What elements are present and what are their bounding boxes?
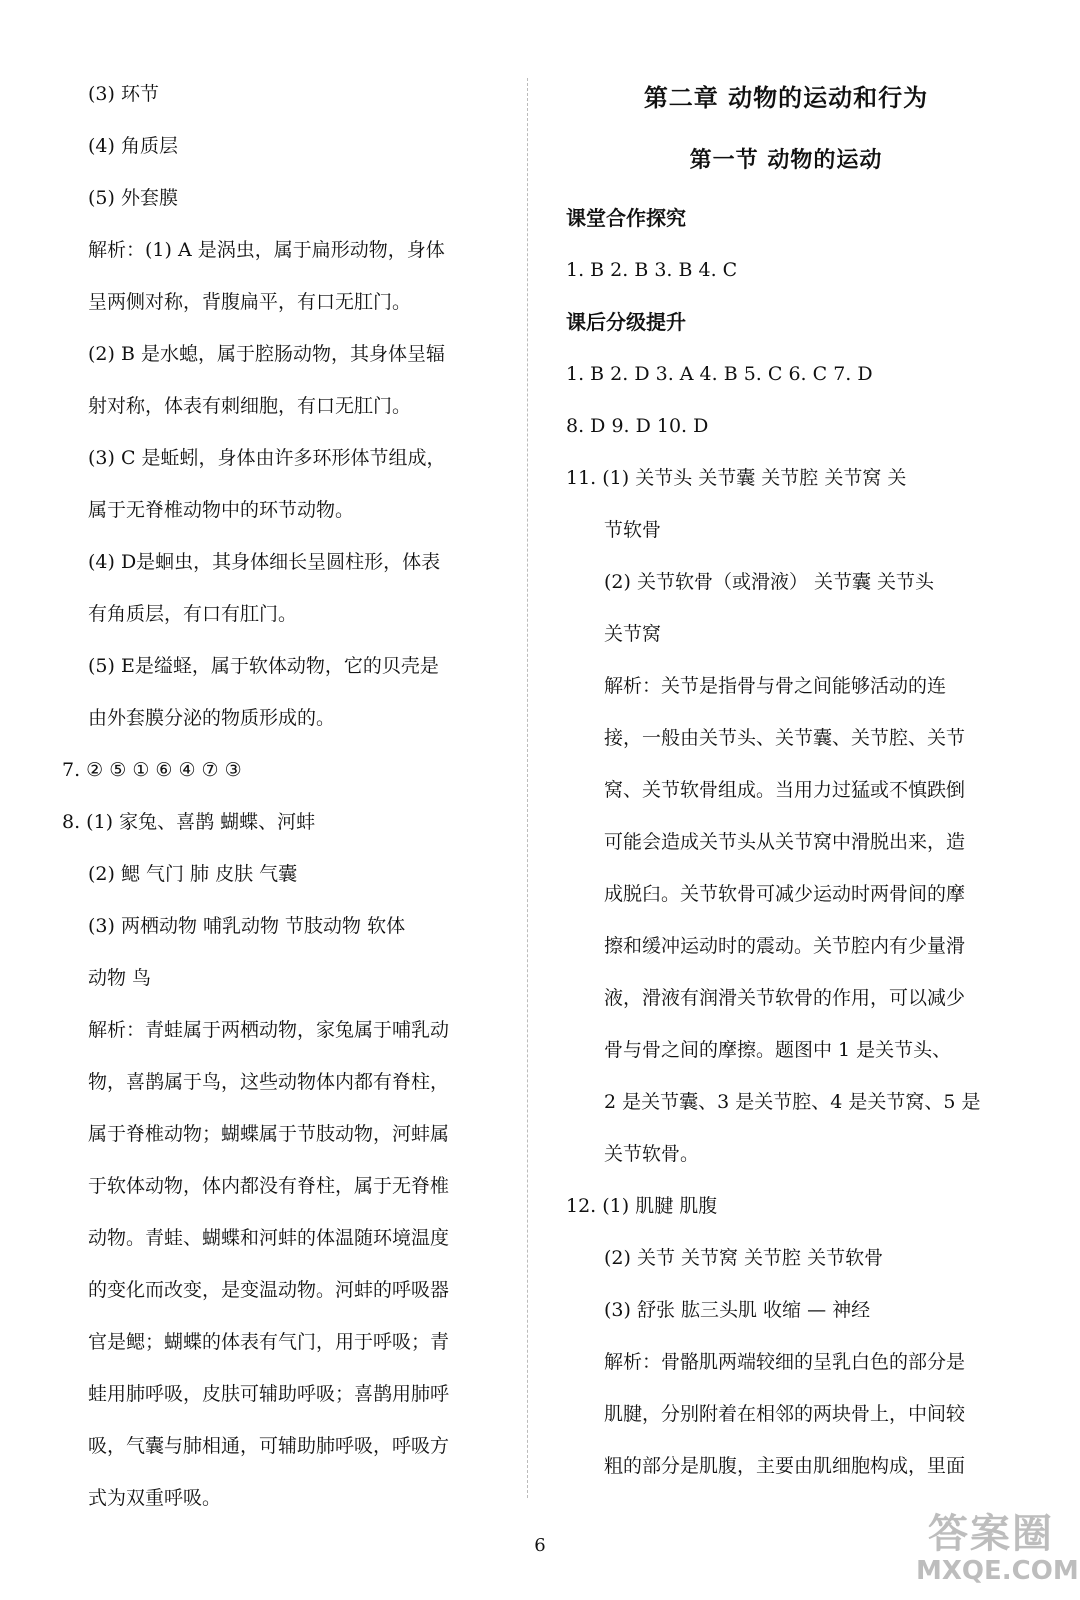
answer-line: 7. ② ⑤ ① ⑥ ④ ⑦ ③ bbox=[62, 759, 242, 781]
text-line: 粗的部分是肌腹，主要由肌细胞构成，里面 bbox=[604, 1455, 966, 1477]
watermark-url: MXQE.COM bbox=[916, 1556, 1079, 1586]
answer-line: 11. (1) 关节头 关节囊 关节腔 关节窝 关 bbox=[566, 467, 907, 489]
watermark-text: 答案圈 bbox=[928, 1511, 1054, 1557]
text-line: 动物。青蛙、蝴蝶和河蚌的体温随环境温度 bbox=[88, 1227, 450, 1249]
text-line: 蛙用肺呼吸，皮肤可辅助呼吸；喜鹊用肺呼 bbox=[88, 1383, 450, 1405]
text-line: (3) 环节 bbox=[88, 83, 159, 105]
text-line: 节软骨 bbox=[604, 519, 662, 541]
text-line: (4) D是蛔虫，其身体细长呈圆柱形，体表 bbox=[88, 551, 441, 573]
text-line: (2) 关节 关节窝 关节腔 关节软骨 bbox=[604, 1247, 884, 1269]
text-line: 解析：(1) A 是涡虫，属于扁形动物，身体 bbox=[88, 239, 445, 261]
answer-line: 1. B 2. D 3. A 4. B 5. C 6. C 7. D bbox=[566, 363, 873, 385]
text-line: (5) E是缢蛏，属于软体动物，它的贝壳是 bbox=[88, 655, 439, 677]
subheading-after-class: 课后分级提升 bbox=[566, 310, 686, 334]
text-line: 肌腱，分别附着在相邻的两块骨上，中间较 bbox=[604, 1403, 966, 1425]
text-line: (4) 角质层 bbox=[88, 135, 178, 157]
text-line: 属于脊椎动物；蝴蝶属于节肢动物，河蚌属 bbox=[88, 1123, 450, 1145]
answer-line: 1. B 2. B 3. B 4. C bbox=[566, 259, 738, 281]
text-line: 关节窝 bbox=[604, 623, 662, 645]
text-line: 的变化而改变，是变温动物。河蚌的呼吸器 bbox=[88, 1279, 450, 1301]
text-line: 射对称，体表有刺细胞，有口无肛门。 bbox=[88, 395, 412, 417]
text-line: (2) 关节软骨（或滑液） 关节囊 关节头 bbox=[604, 571, 935, 593]
text-line: 可能会造成关节头从关节窝中滑脱出来，造 bbox=[604, 831, 966, 853]
text-line: 成脱臼。关节软骨可减少运动时两骨间的摩 bbox=[604, 883, 966, 905]
answer-line: 12. (1) 肌腱 肌腹 bbox=[566, 1195, 718, 1217]
text-line: 解析：关节是指骨与骨之间能够活动的连 bbox=[604, 675, 947, 697]
chapter-title: 第二章 动物的运动和行为 bbox=[643, 83, 929, 112]
right-column bbox=[566, 68, 1006, 1492]
answer-line: 8. (1) 家兔、喜鹊 蝴蝶、河蚌 bbox=[62, 811, 316, 833]
text-line: 关节软骨。 bbox=[604, 1143, 700, 1165]
text-line: (2) 鳃 气门 肺 皮肤 气囊 bbox=[88, 863, 298, 885]
text-line: (3) C 是蚯蚓，身体由许多环形体节组成， bbox=[88, 447, 446, 469]
text-line: 擦和缓冲运动时的震动。关节腔内有少量滑 bbox=[604, 935, 966, 957]
text-line: 官是鳃；蝴蝶的体表有气门，用于呼吸；青 bbox=[88, 1331, 450, 1353]
subheading-classroom: 课堂合作探究 bbox=[566, 206, 686, 230]
text-line: 呈两侧对称，背腹扁平，有口无肛门。 bbox=[88, 291, 412, 313]
page-number: 6 bbox=[534, 1535, 546, 1556]
text-line: 属于无脊椎动物中的环节动物。 bbox=[88, 499, 355, 521]
left-column bbox=[62, 68, 492, 1524]
section-title: 第一节 动物的运动 bbox=[689, 147, 883, 173]
answer-line: 8. D 9. D 10. D bbox=[566, 415, 709, 437]
text-line: 解析：青蛙属于两栖动物，家兔属于哺乳动 bbox=[88, 1019, 450, 1041]
text-line: 有角质层，有口有肛门。 bbox=[88, 603, 298, 625]
text-line: (3) 两栖动物 哺乳动物 节肢动物 软体 bbox=[88, 915, 406, 937]
column-divider bbox=[527, 78, 528, 1498]
text-line: 式为双重呼吸。 bbox=[88, 1487, 222, 1509]
text-line: (2) B 是水螅，属于腔肠动物，其身体呈辐 bbox=[88, 343, 445, 365]
text-line: 解析：骨骼肌两端较细的呈乳白色的部分是 bbox=[604, 1351, 966, 1373]
text-line: 骨与骨之间的摩擦。题图中 1 是关节头、 bbox=[604, 1039, 952, 1061]
text-line: 2 是关节囊、3 是关节腔、4 是关节窝、5 是 bbox=[604, 1091, 981, 1113]
text-line: 物，喜鹊属于鸟，这些动物体内都有脊柱， bbox=[88, 1071, 450, 1093]
text-line: 吸，气囊与肺相通，可辅助肺呼吸，呼吸方 bbox=[88, 1435, 450, 1457]
text-line: 液，滑液有润滑关节软骨的作用，可以减少 bbox=[604, 987, 966, 1009]
watermark-logo bbox=[916, 1511, 1079, 1590]
text-line: 窝、关节软骨组成。当用力过猛或不慎跌倒 bbox=[604, 779, 966, 801]
text-line: (5) 外套膜 bbox=[88, 187, 178, 209]
text-line: (3) 舒张 肱三头肌 收缩 — 神经 bbox=[604, 1299, 871, 1321]
text-line: 接，一般由关节头、关节囊、关节腔、关节 bbox=[604, 727, 966, 749]
text-line: 动物 鸟 bbox=[88, 967, 152, 989]
text-line: 于软体动物，体内都没有脊柱，属于无脊椎 bbox=[88, 1175, 450, 1197]
text-line: 由外套膜分泌的物质形成的。 bbox=[88, 707, 336, 729]
